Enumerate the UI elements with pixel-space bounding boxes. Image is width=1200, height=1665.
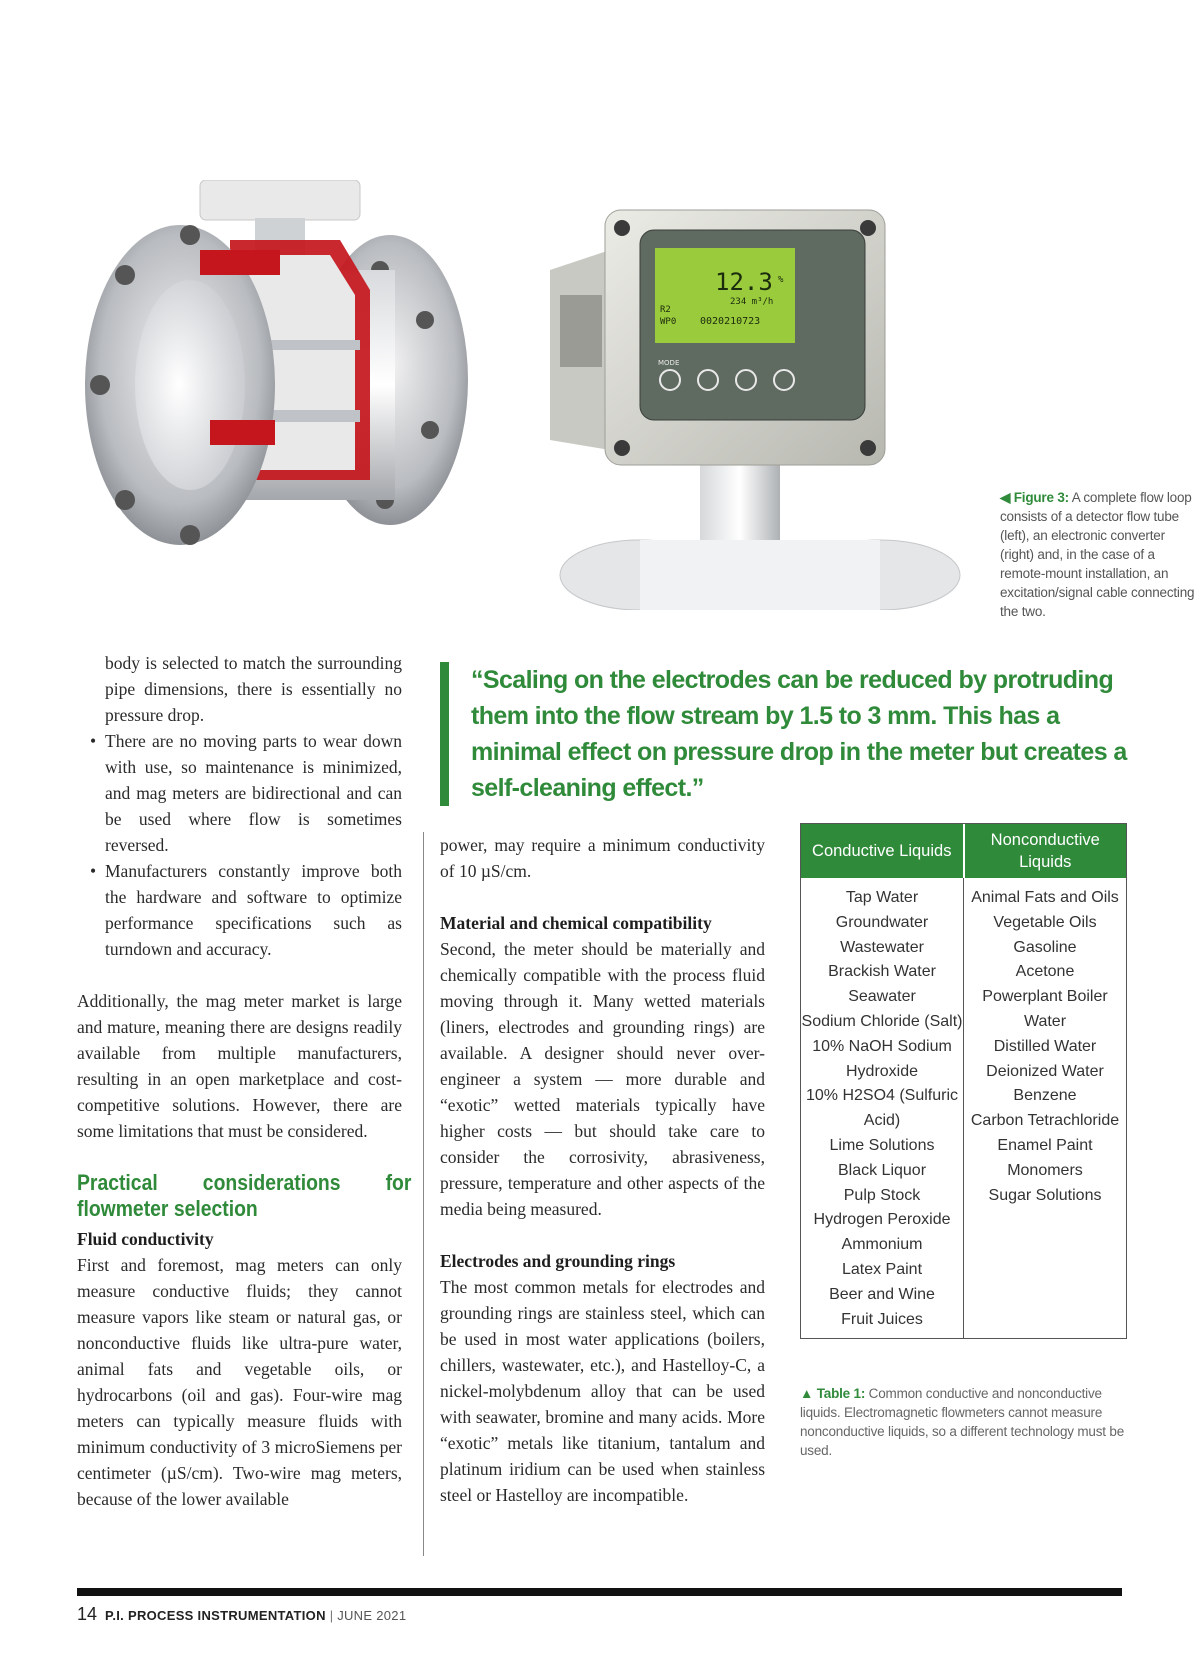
advantages-list [77, 728, 402, 962]
column-2 [440, 832, 765, 1508]
table-cell: Acetone [1015, 963, 1075, 981]
figure-caption-text: A complete flow loop consists of a detector flow tube (left), an electronic converter (right) and, in the case of a remote-mount installation, an excitation/signal cable connecting the two. [1000, 490, 1195, 619]
column-1 [77, 650, 412, 1512]
table-cell: Powerplant Boiler Water [982, 988, 1108, 1030]
table-cell: Seawater [848, 988, 916, 1006]
paragraph-fluid-conductivity: First and foremost, mag meters can only measure conductive fluids; they cannot measure vapors like steam or natural gas, or nonconductive fluids like ultra-pure water, animal fats and vegetable oils, or hydrocarbons (oil and gas). Four-wire mag meters can typically measure fluids with minimum conductivity of 3 microSiemens per centimeter (µS/cm). Two-wire mag meters, because of the lower available [77, 1255, 402, 1509]
table-cell: Vegetable Oils [993, 913, 1097, 931]
table-caption-text: Common conductive and nonconductive liquids. Electromagnetic flowmeters cannot measure nonconductive liquids, so a different technology must be used. [800, 1386, 1125, 1458]
table-header [801, 824, 1126, 878]
display-row2: WP0 [660, 317, 677, 327]
display-reading: 12.3 [715, 268, 773, 296]
display-mode-label: MODE [658, 359, 680, 367]
table-cell: Latex Paint [841, 1260, 923, 1278]
table-cell: Monomers [1007, 1161, 1083, 1179]
subhead-electrodes: Electrodes and grounding rings [440, 1251, 676, 1271]
table-cell: Lime Solutions [829, 1136, 935, 1154]
table-cell: 10% NaOH Sodium Hydroxide [812, 1037, 952, 1080]
table-cell: Sodium Chloride (Salt) [801, 1012, 963, 1030]
nonconductive-column [964, 878, 1126, 1338]
table-cell: Animal Fats and Oils [971, 889, 1119, 906]
footer [77, 1604, 406, 1625]
footer-separator: | [329, 1608, 334, 1623]
table-cell: Fruit Juices [841, 1310, 923, 1328]
paragraph-market: Additionally, the mag meter market is large and mature, meaning there are designs readily available from multiple manufacturers, resulting in an open marketplace and cost-competitive solutions. However, there are some limitations that must be considered. [77, 991, 402, 1141]
liquids-table [800, 823, 1127, 1339]
subhead-fluid-conductivity: Fluid conductivity [77, 1229, 214, 1249]
flow-tube-cutaway-image [80, 180, 520, 600]
table-cell: Gasoline [1013, 938, 1077, 956]
section-heading: Practical considerations for flowmeter selection [77, 1170, 412, 1221]
display-unit: % [778, 275, 784, 285]
table-caption [800, 1384, 1130, 1460]
table-cell: Benzene [1013, 1087, 1077, 1105]
table-cell: Wastewater [840, 938, 924, 956]
publication-name: P.I. PROCESS INSTRUMENTATION [105, 1608, 326, 1623]
figure-caption-label: ◀ Figure 3: [1000, 490, 1069, 505]
conductive-column [801, 878, 964, 1338]
table-cell: Enamel Paint [997, 1136, 1093, 1154]
table-cell: Pulp Stock [843, 1186, 921, 1204]
table-cell: 10% H2SO4 (Sulfuric Acid) [805, 1087, 959, 1130]
list-item: • There are no moving parts to wear down with use, so maintenance is minimized, and mag meters are bidirectional and can be used where flow is sometimes reversed. [90, 731, 402, 855]
table-cell: Brackish Water [828, 963, 936, 981]
table-body [801, 878, 1126, 1338]
display-rate: 234 m³/h [730, 297, 774, 307]
table-cell: Black Liquor [837, 1161, 927, 1179]
footer-rule [77, 1588, 1122, 1596]
table-cell: Ammonium [841, 1236, 923, 1254]
table-cell: Hydrogen Peroxide [813, 1211, 951, 1229]
table-cell: Distilled Water [993, 1037, 1097, 1055]
figure-caption [1000, 488, 1200, 621]
paragraph-power: power, may require a minimum conductivity of 10 µS/cm. [440, 835, 765, 881]
column-divider [423, 832, 424, 1556]
continued-text: body is selected to match the surrounding pipe dimensions, there is essentially no pressure drop. [105, 653, 402, 725]
table-caption-label: ▲ Table 1: [800, 1386, 866, 1401]
table-cell: Deionized Water [986, 1062, 1104, 1080]
subhead-material-compatibility: Material and chemical compatibility [440, 913, 712, 933]
display-totalizer: 0020210723 [700, 316, 761, 327]
page-number: 14 [77, 1604, 98, 1624]
table-cell: Sugar Solutions [988, 1186, 1102, 1204]
paragraph-electrodes: The most common metals for electrodes and grounding rings are stainless steel, which can be used in most water applications (boilers, chillers, wastewater, etc.), and Hastelloy-C, a nickel-molybdenum alloy that can be used with seawater, bromine and many acids. More “exotic” metals like titanium, tantalum and platinum iridium can be used when stainless steel or Hastelloy are incompatible. [440, 1277, 765, 1505]
pull-quote: “Scaling on the electrodes can be reduced by protruding them into the flow stream by 1.5 to 3 mm. This has a minimal effect on pressure drop in the meter but creates a self-cleaning effect.” [440, 662, 1131, 806]
issue-date: JUNE 2021 [337, 1608, 407, 1623]
table-cell: Carbon Tetrachloride [970, 1112, 1120, 1130]
header-conductive: Conductive Liquids [801, 824, 965, 878]
header-nonconductive: Nonconductive Liquids [990, 831, 1100, 871]
display-row1: R2 [660, 305, 671, 315]
electronic-converter-image [550, 200, 970, 610]
table-cell: Groundwater [835, 913, 929, 931]
list-item: • Manufacturers constantly improve both the hardware and software to optimize performance specifications such as turndown and accuracy. [90, 861, 402, 959]
table-cell: Tap Water [845, 889, 919, 906]
figure-3 [80, 180, 1195, 619]
paragraph-material-compatibility: Second, the meter should be materially and chemically compatible with the process fluid moving through it. Many wetted materials (liners, electrodes and grounding rings) are available. A designer should never over-engineer a system — more durable and “exotic” wetted materials typically have higher costs — but should take care to consider the corrosivity, abrasiveness, pressure, temperature and other aspects of the media being measured. [440, 939, 765, 1219]
table-cell: Beer and Wine [829, 1285, 935, 1303]
